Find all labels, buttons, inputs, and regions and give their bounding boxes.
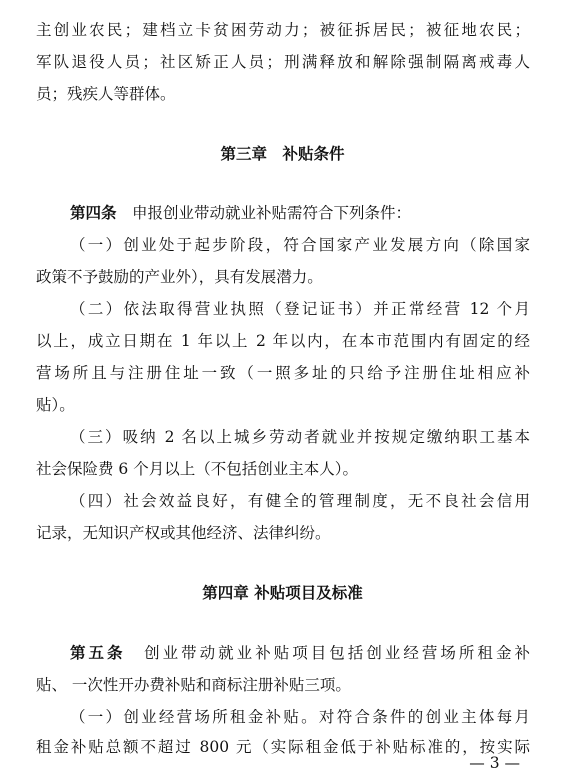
- article-4-intro: [70, 202, 530, 224]
- article-4-item-3-line: （三）吸纳 2 名以上城乡劳动者就业并按规定缴纳职工基本: [70, 428, 530, 446]
- article-4-item-4-line: （四）社会效益良好，有健全的管理制度，无不良社会信用: [70, 492, 530, 510]
- article-4-item-4-line: 记录，无知识产权或其他经济、法律纠纷。: [36, 524, 331, 542]
- paragraph-line: 军队退役人员；社区矫正人员；刑满释放和解除强制隔离戒毒人: [36, 53, 530, 71]
- article-4-item-2-line: 营场所且与注册住址一致（一照多址的只给予注册住址相应补: [36, 364, 530, 382]
- article-4-intro-text: 申报创业带动就业补贴需符合下列条件：: [116, 204, 412, 222]
- article-5-line: 贴、 一次性开办费补贴和商标注册补贴三项。: [36, 676, 351, 694]
- article-5-label: 第五条: [70, 644, 126, 662]
- chapter-4-heading: 第四章 补贴项目及标准: [202, 584, 363, 602]
- article-5-text: 创业带动就业补贴项目包括创业经营场所租金补: [125, 644, 530, 662]
- article-4-item-1-line: 政策不予鼓励的产业外），具有发展潜力。: [36, 268, 323, 286]
- article-5-line: [70, 642, 530, 664]
- article-5-item-1-line: 租金补贴总额不超过 800 元（实际租金低于补贴标准的，按实际: [36, 738, 530, 756]
- chapter-3-heading: 第三章 补贴条件: [220, 145, 345, 163]
- paragraph-line: 员；残疾人等群体。: [36, 85, 176, 103]
- article-5-item-1-line: （一）创业经营场所租金补贴。对符合条件的创业主体每月: [70, 708, 530, 726]
- article-4-label: 第四条: [70, 204, 117, 222]
- page-number: — 3 —: [469, 754, 520, 772]
- article-4-item-2-line: 以上，成立日期在 1 年以上 2 年以内，在本市范围内有固定的经: [36, 332, 530, 350]
- article-4-item-2-line: （二）依法取得营业执照（登记证书）并正常经营 12 个月: [70, 300, 530, 318]
- article-4-item-1-line: （一）创业处于起步阶段，符合国家产业发展方向（除国家: [70, 236, 530, 254]
- paragraph-line: 主创业农民；建档立卡贫困劳动力；被征拆居民；被征地农民；: [36, 21, 530, 39]
- article-4-item-2-line: 贴）。: [36, 396, 75, 414]
- article-4-item-3-line: 社会保险费 6 个月以上（不包括创业主本人）。: [36, 460, 358, 478]
